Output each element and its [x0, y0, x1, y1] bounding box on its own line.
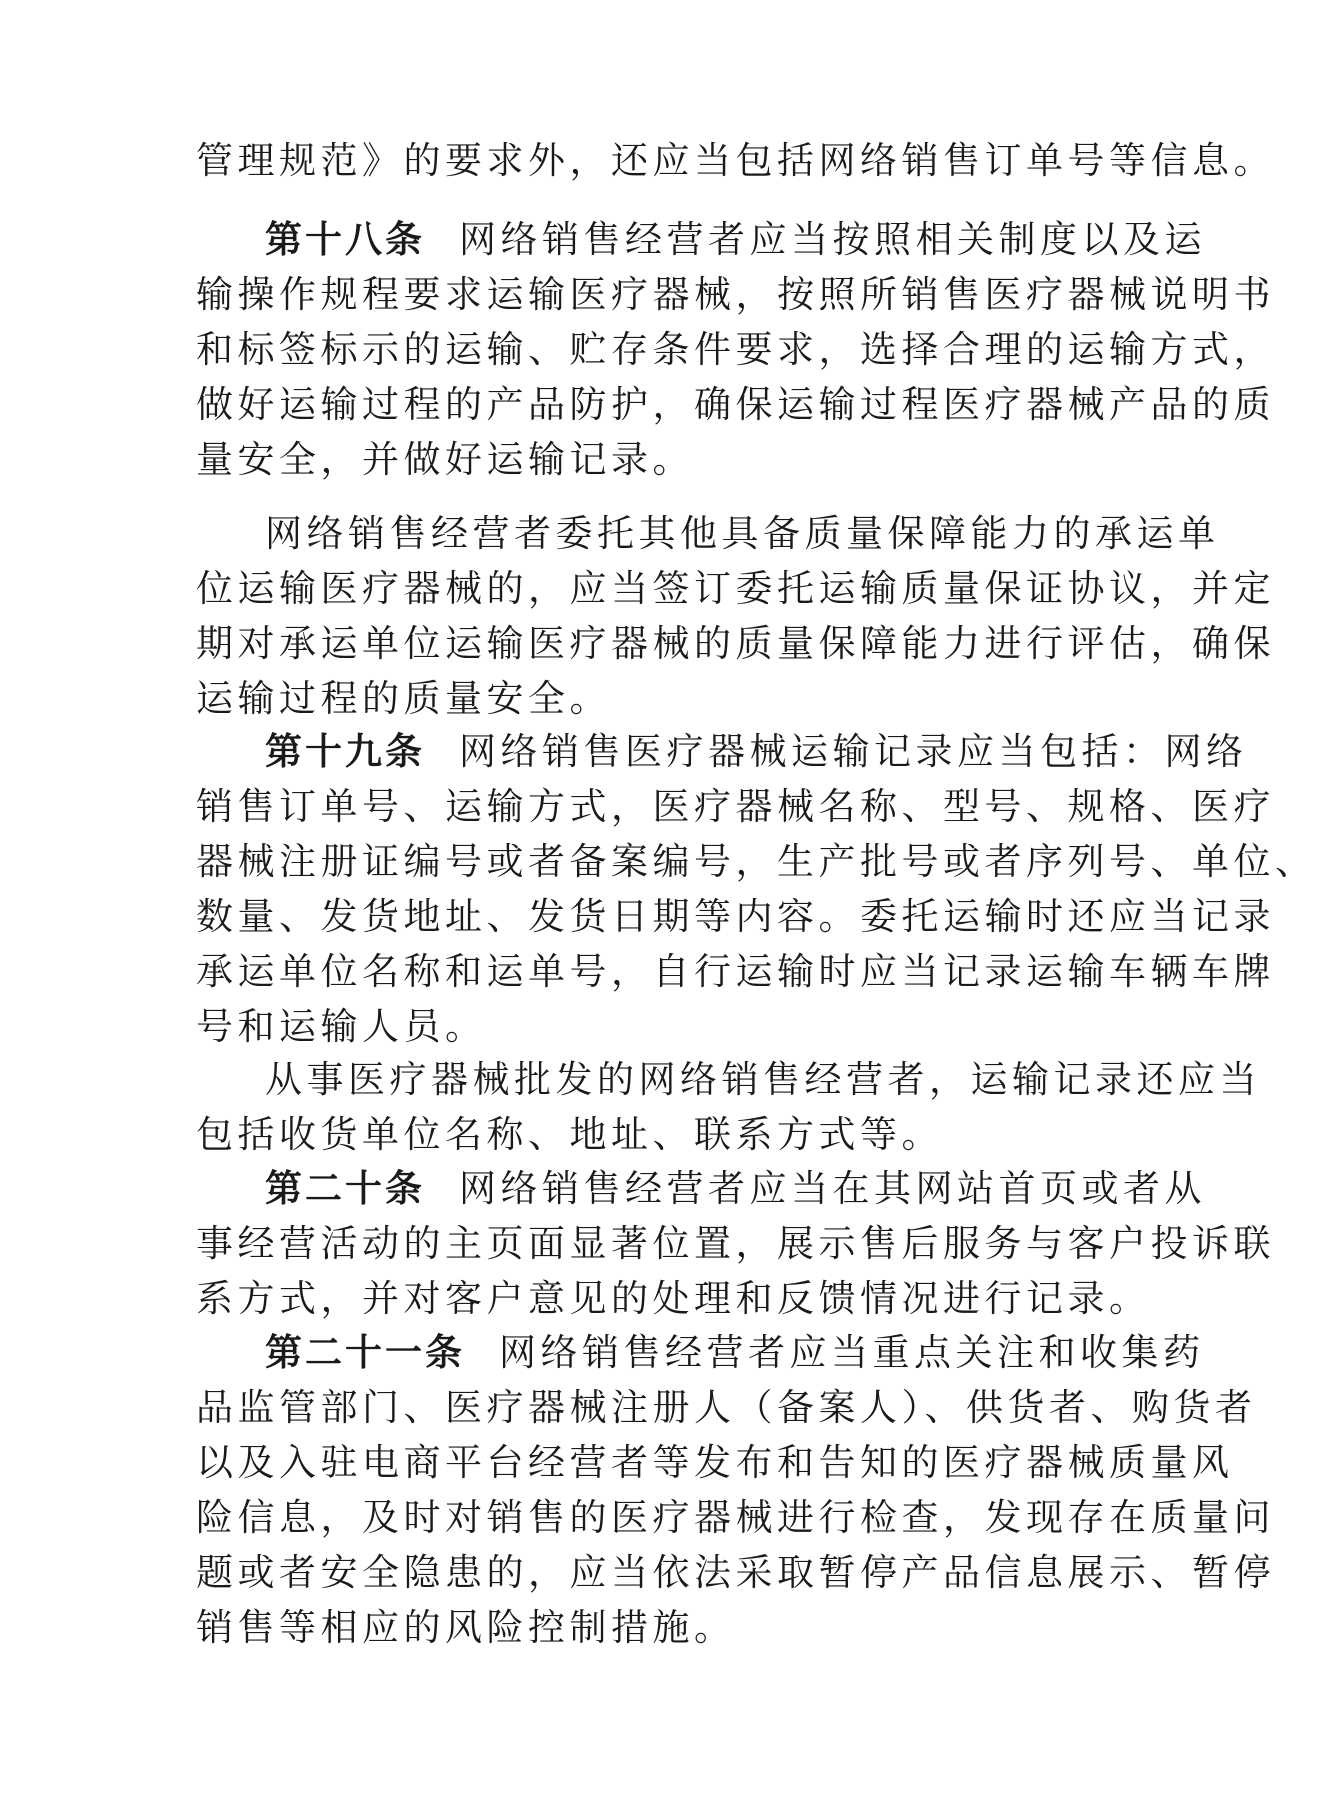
text-line: 承运单位名称和运单号，自行运输时应当记录运输车辆车牌 [196, 950, 1275, 993]
text-line [196, 1325, 1205, 1380]
text-line: 期对承运单位运输医疗器械的质量保障能力进行评估，确保 [196, 622, 1275, 665]
text-line: 包括收货单位名称、地址、联系方式等。 [196, 1113, 943, 1156]
article-heading: 第二十一条 [265, 1331, 465, 1374]
article-heading: 第十八条 [265, 218, 425, 261]
article-heading: 第二十条 [265, 1167, 425, 1210]
article-19 [196, 724, 1317, 1054]
text-line: 运输过程的质量安全。 [196, 677, 611, 720]
text-line: 品监管部门、医疗器械注册人（备案人）、供货者、购货者 [196, 1386, 1257, 1429]
text-line: 量安全，并做好运输记录。 [196, 438, 694, 481]
article-text: 网络销售医疗器械运输记录应当包括：网络 [459, 730, 1248, 773]
text-line: 输操作规程要求运输医疗器械，按照所销售医疗器械说明书 [196, 273, 1275, 316]
article-21 [196, 1325, 1275, 1655]
text-line: 险信息，及时对销售的医疗器械进行检查，发现存在质量问 [196, 1496, 1275, 1539]
text-line: 器械注册证编号或者备案编号，生产批号或者序列号、单位、 [196, 840, 1317, 883]
text-line: 销售等相应的风险控制措施。 [196, 1606, 736, 1649]
text-line [196, 212, 1206, 267]
text-line: 位运输医疗器械的，应当签订委托运输质量保证协议，并定 [196, 567, 1275, 610]
article-text: 网络销售经营者应当按照相关制度以及运 [459, 218, 1206, 261]
article-text: 网络销售经营者应当重点关注和收集药 [499, 1331, 1205, 1374]
text-line: 和标签标示的运输、贮存条件要求，选择合理的运输方式， [196, 328, 1275, 371]
article-text: 网络销售经营者应当在其网站首页或者从 [459, 1167, 1206, 1210]
text-line: 系方式，并对客户意见的处理和反馈情况进行记录。 [196, 1277, 1151, 1320]
paragraph-continuation [196, 133, 1275, 188]
text-line [196, 1161, 1206, 1216]
article-20 [196, 1161, 1275, 1326]
text-line: 网络销售经营者委托其他具备质量保障能力的承运单 [265, 512, 1220, 555]
text-line: 管理规范》的要求外，还应当包括网络销售订单号等信息。 [196, 139, 1275, 182]
paragraph-wholesale [196, 1052, 1261, 1162]
text-line: 数量、发货地址、发货日期等内容。委托运输时还应当记录 [196, 895, 1275, 938]
text-line: 从事医疗器械批发的网络销售经营者，运输记录还应当 [265, 1058, 1261, 1101]
article-18 [196, 212, 1275, 487]
text-line: 号和运输人员。 [196, 1005, 487, 1048]
article-heading: 第十九条 [265, 730, 425, 773]
text-line: 以及入驻电商平台经营者等发布和告知的医疗器械质量风 [196, 1441, 1234, 1484]
text-line: 事经营活动的主页面显著位置，展示售后服务与客户投诉联 [196, 1222, 1275, 1265]
text-line: 做好运输过程的产品防护，确保运输过程医疗器械产品的质 [196, 383, 1275, 426]
text-line [196, 724, 1248, 779]
paragraph-entrusted-transport [196, 506, 1275, 726]
text-line: 销售订单号、运输方式，医疗器械名称、型号、规格、医疗 [196, 785, 1275, 828]
text-line: 题或者安全隐患的，应当依法采取暂停产品信息展示、暂停 [196, 1551, 1275, 1594]
